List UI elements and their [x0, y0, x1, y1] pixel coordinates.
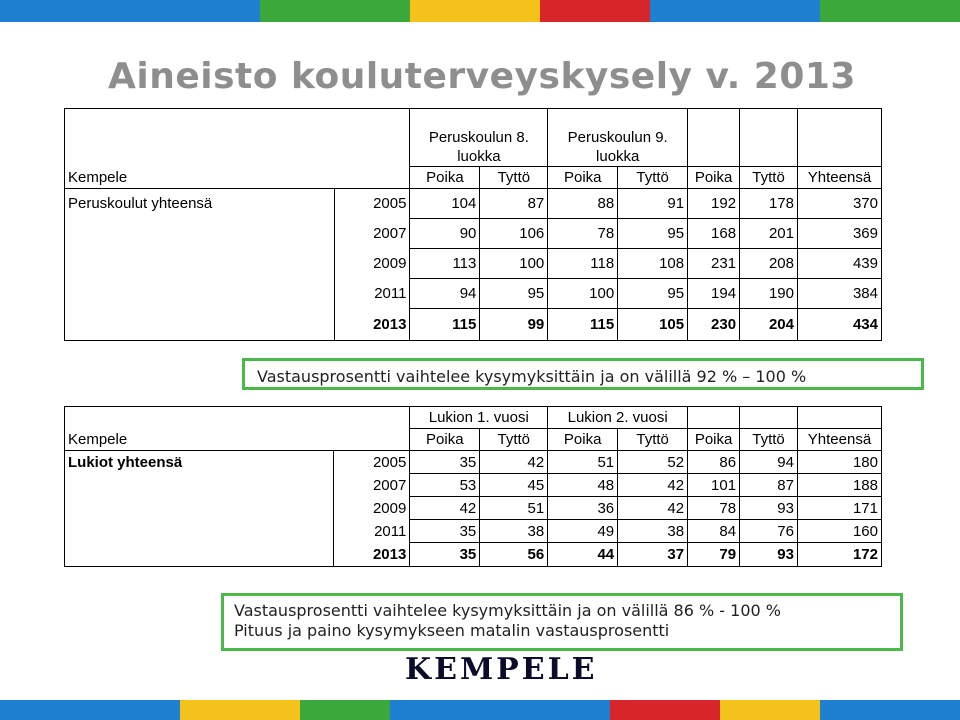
value-cell: 48	[548, 474, 618, 497]
value-cell: 45	[480, 474, 548, 497]
value-cell: 87	[480, 189, 548, 219]
col-header: Tyttö	[618, 167, 688, 189]
value-cell: 180	[797, 451, 881, 474]
year-cell: 2005	[334, 451, 410, 474]
value-cell: 79	[688, 543, 740, 567]
value-cell: 168	[688, 219, 740, 249]
table-row	[65, 189, 882, 219]
value-cell: 188	[797, 474, 881, 497]
col-header: Yhteensä	[797, 429, 881, 451]
row-label: Lukiot yhteensä	[65, 451, 334, 474]
table-row	[65, 474, 882, 497]
year-cell: 2009	[334, 497, 410, 520]
value-cell: 51	[480, 497, 548, 520]
col-header: Poika	[410, 429, 480, 451]
value-cell: 35	[410, 451, 480, 474]
year-cell: 2013	[334, 543, 410, 567]
value-cell: 95	[480, 279, 548, 309]
year-cell: 2011	[334, 279, 410, 309]
table-row	[65, 451, 882, 474]
col-header: Yhteensä	[798, 167, 882, 189]
value-cell: 369	[798, 219, 882, 249]
group-header-8-luokka: Peruskoulun 8. luokka	[410, 109, 548, 167]
year-cell: 2007	[334, 474, 410, 497]
value-cell: 194	[688, 279, 740, 309]
group-header-lukio-2: Lukion 2. vuosi	[548, 407, 688, 429]
value-cell: 95	[618, 219, 688, 249]
value-cell: 192	[688, 189, 740, 219]
response-rate-note-lukio	[221, 593, 903, 651]
value-cell: 115	[548, 309, 618, 341]
value-cell: 171	[797, 497, 881, 520]
value-cell: 86	[688, 451, 740, 474]
value-cell: 87	[740, 474, 798, 497]
table-row	[65, 249, 882, 279]
value-cell: 95	[618, 279, 688, 309]
value-cell: 42	[480, 451, 548, 474]
value-cell: 35	[410, 543, 480, 567]
value-cell: 101	[688, 474, 740, 497]
table-row	[65, 520, 882, 543]
value-cell: 78	[548, 219, 618, 249]
col-header: Tyttö	[480, 167, 548, 189]
note-line: Pituus ja paino kysymykseen matalin vastausprosentti	[234, 621, 670, 640]
value-cell: 178	[740, 189, 798, 219]
value-cell: 439	[798, 249, 882, 279]
group-header-lukio-1: Lukion 1. vuosi	[410, 407, 548, 429]
value-cell: 42	[618, 497, 688, 520]
year-cell: 2009	[334, 249, 410, 279]
year-cell: 2005	[334, 189, 410, 219]
region-label: Kempele	[65, 429, 334, 451]
value-cell: 53	[410, 474, 480, 497]
bottom-decorative-band	[0, 700, 960, 720]
value-cell: 113	[410, 249, 480, 279]
table-row	[65, 279, 882, 309]
value-cell: 100	[480, 249, 548, 279]
col-header: Poika	[548, 429, 618, 451]
value-cell: 94	[740, 451, 798, 474]
region-label: Kempele	[65, 167, 335, 189]
value-cell: 172	[797, 543, 881, 567]
col-header: Poika	[548, 167, 618, 189]
value-cell: 108	[618, 249, 688, 279]
value-cell: 105	[618, 309, 688, 341]
value-cell: 35	[410, 520, 480, 543]
value-cell: 204	[740, 309, 798, 341]
value-cell: 38	[480, 520, 548, 543]
col-header: Tyttö	[740, 429, 798, 451]
value-cell: 88	[548, 189, 618, 219]
value-cell: 91	[618, 189, 688, 219]
value-cell: 37	[618, 543, 688, 567]
value-cell: 56	[480, 543, 548, 567]
value-cell: 78	[688, 497, 740, 520]
value-cell: 51	[548, 451, 618, 474]
year-cell: 2013	[334, 309, 410, 341]
value-cell: 434	[798, 309, 882, 341]
value-cell: 208	[740, 249, 798, 279]
group-header-9-luokka: Peruskoulun 9. luokka	[548, 109, 688, 167]
value-cell: 106	[480, 219, 548, 249]
value-cell: 76	[740, 520, 798, 543]
value-cell: 160	[797, 520, 881, 543]
value-cell: 230	[688, 309, 740, 341]
col-header: Poika	[410, 167, 480, 189]
note-line: Vastausprosentti vaihtelee kysymyksittäin ja on välillä 86 % - 100 %	[234, 601, 781, 620]
value-cell: 52	[618, 451, 688, 474]
value-cell: 231	[688, 249, 740, 279]
value-cell: 100	[548, 279, 618, 309]
year-cell: 2007	[334, 219, 410, 249]
value-cell: 90	[410, 219, 480, 249]
year-cell: 2011	[334, 520, 410, 543]
value-cell: 190	[740, 279, 798, 309]
value-cell: 94	[410, 279, 480, 309]
col-header: Tyttö	[740, 167, 798, 189]
col-header: Tyttö	[618, 429, 688, 451]
table-row	[65, 219, 882, 249]
col-header: Poika	[688, 167, 740, 189]
value-cell: 115	[410, 309, 480, 341]
value-cell: 44	[548, 543, 618, 567]
response-rate-note-peruskoulu: Vastausprosentti vaihtelee kysymyksittäin ja on välillä 92 % – 100 %	[242, 358, 924, 390]
table-row	[65, 543, 882, 567]
value-cell: 93	[740, 543, 798, 567]
lukiot-table	[64, 406, 882, 567]
top-decorative-band	[0, 0, 960, 22]
value-cell: 84	[688, 520, 740, 543]
value-cell: 49	[548, 520, 618, 543]
col-header: Poika	[688, 429, 740, 451]
value-cell: 118	[548, 249, 618, 279]
kempele-logo: KEMPELE	[405, 652, 598, 687]
value-cell: 42	[618, 474, 688, 497]
value-cell: 201	[740, 219, 798, 249]
peruskoulut-table	[64, 108, 882, 341]
col-header: Tyttö	[480, 429, 548, 451]
value-cell: 104	[410, 189, 480, 219]
value-cell: 93	[740, 497, 798, 520]
value-cell: 99	[480, 309, 548, 341]
value-cell: 38	[618, 520, 688, 543]
value-cell: 384	[798, 279, 882, 309]
row-label: Peruskoulut yhteensä	[65, 189, 335, 219]
table-row	[65, 497, 882, 520]
value-cell: 370	[798, 189, 882, 219]
value-cell: 42	[410, 497, 480, 520]
value-cell: 36	[548, 497, 618, 520]
slide-title: Aineisto kouluterveyskysely v. 2013	[108, 56, 856, 97]
table-row	[65, 309, 882, 341]
